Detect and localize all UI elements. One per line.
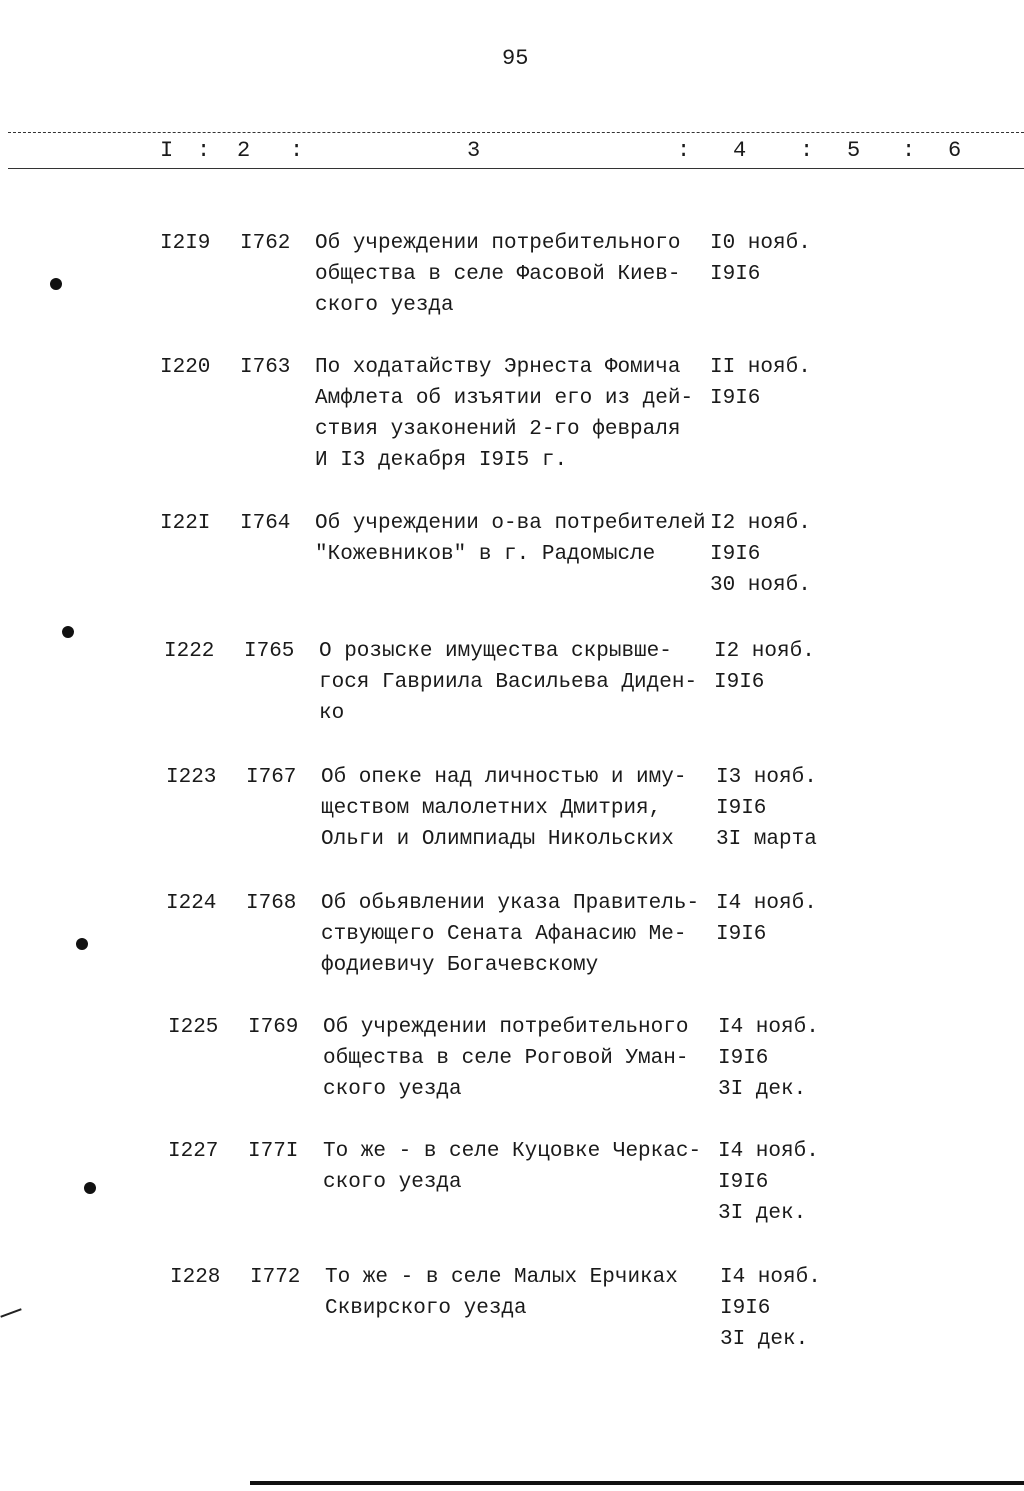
case-title — [321, 888, 699, 981]
punch-hole-mark — [62, 626, 74, 638]
date-line: I9I6 — [718, 1047, 769, 1070]
case-dates — [710, 508, 811, 601]
title-line: То же - в селе Малых Ерчиках — [325, 1266, 678, 1289]
date-line: 3I марта — [716, 828, 817, 851]
column-header-cell: I — [160, 138, 174, 163]
header-rule-top — [8, 132, 1024, 133]
date-line: I9I6 — [716, 797, 767, 820]
record-number: I228 — [170, 1266, 221, 1289]
column-header-cell: 3 — [467, 138, 481, 163]
date-line: I9I6 — [714, 671, 765, 694]
date-line: 3I дек. — [718, 1202, 807, 1225]
column-header-cell: : — [902, 138, 916, 163]
title-line: Об учреждении о-ва потребителей — [315, 512, 706, 535]
date-line: I2 нояб. — [710, 512, 811, 535]
column-header-cell: : — [677, 138, 691, 163]
title-line: Об опеке над личностью и иму- — [321, 766, 687, 789]
case-title — [315, 228, 680, 321]
punch-hole-mark — [84, 1182, 96, 1194]
case-number: I768 — [246, 892, 297, 915]
case-dates — [710, 352, 811, 414]
title-line: Ольги и Олимпиады Никольских — [321, 828, 674, 851]
column-header-cell: 4 — [733, 138, 747, 163]
case-dates — [718, 1012, 819, 1105]
case-dates — [716, 762, 817, 855]
date-line: 3I дек. — [718, 1078, 807, 1101]
bottom-rule — [250, 1481, 1024, 1485]
title-line: То же - в селе Куцовке Черкас- — [323, 1140, 702, 1163]
title-line: гося Гавриила Васильева Диден- — [319, 671, 698, 694]
title-line: ского уезда — [315, 294, 454, 317]
title-line: фодиевичу Богачевскому — [321, 954, 599, 977]
date-line: I9I6 — [710, 543, 761, 566]
date-line: I4 нояб. — [718, 1140, 819, 1163]
date-line: I9I6 — [710, 387, 761, 410]
record-number: I22I — [160, 512, 211, 535]
record-number: I222 — [164, 640, 215, 663]
punch-hole-mark — [76, 938, 88, 950]
case-title — [323, 1012, 688, 1105]
record-number: I220 — [160, 356, 211, 379]
column-header-cell: 6 — [948, 138, 962, 163]
title-line: общества в селе Фасовой Киев- — [315, 263, 681, 286]
case-number: I767 — [246, 766, 297, 789]
date-line: I9I6 — [718, 1171, 769, 1194]
date-line: I4 нояб. — [720, 1266, 821, 1289]
case-title — [319, 636, 697, 729]
record-number: I227 — [168, 1140, 219, 1163]
case-dates — [714, 636, 815, 698]
case-title — [315, 352, 693, 476]
record-number: I2I9 — [160, 232, 211, 255]
case-dates — [718, 1136, 819, 1229]
title-line: О розыске имущества скрывше- — [319, 640, 672, 663]
column-header-cell: 5 — [847, 138, 861, 163]
record-number: I224 — [166, 892, 217, 915]
column-header-cell: 2 — [237, 138, 251, 163]
case-number: I769 — [248, 1016, 299, 1039]
page-number: 95 — [502, 46, 529, 71]
date-line: 3I дек. — [720, 1328, 809, 1351]
date-line: II нояб. — [710, 356, 811, 379]
title-line: ствующего Сената Афанасию Ме- — [321, 923, 687, 946]
date-line: 30 нояб. — [710, 574, 811, 597]
title-line: Об обьявлении указа Правитель- — [321, 892, 700, 915]
title-line: Амфлета об изъятии его из дей- — [315, 387, 694, 410]
column-header-cell: : — [800, 138, 814, 163]
case-number: I764 — [240, 512, 291, 535]
title-line: ствия узаконений 2-го февраля — [315, 418, 681, 441]
case-dates — [716, 888, 817, 950]
title-line: ко — [319, 702, 345, 725]
case-number: I765 — [244, 640, 295, 663]
title-line: ского уезда — [323, 1171, 462, 1194]
header-rule-bottom — [8, 168, 1024, 169]
case-title — [321, 762, 686, 855]
case-title — [325, 1262, 678, 1324]
date-line: I9I6 — [716, 923, 767, 946]
title-line: По ходатайству Эрнеста Фомича — [315, 356, 681, 379]
title-line: ского уезда — [323, 1078, 462, 1101]
title-line: И I3 декабря I9I5 г. — [315, 449, 568, 472]
date-line: I9I6 — [710, 263, 761, 286]
case-title — [315, 508, 706, 570]
date-line: I4 нояб. — [718, 1016, 819, 1039]
title-line: ществом малолетних Дмитрия, — [321, 797, 662, 820]
date-line: I3 нояб. — [716, 766, 817, 789]
title-line: Сквирского уезда — [325, 1297, 527, 1320]
margin-mark — [0, 1308, 21, 1317]
punch-hole-mark — [50, 278, 62, 290]
record-number: I225 — [168, 1016, 219, 1039]
date-line: I0 нояб. — [710, 232, 811, 255]
case-dates — [720, 1262, 821, 1355]
record-number: I223 — [166, 766, 217, 789]
column-header-cell: : — [290, 138, 304, 163]
column-header-cell: : — [197, 138, 211, 163]
case-title — [323, 1136, 701, 1198]
case-number: I762 — [240, 232, 291, 255]
title-line: Об учреждении потребительного — [323, 1016, 689, 1039]
case-dates — [710, 228, 811, 290]
case-number: I77I — [248, 1140, 299, 1163]
date-line: I9I6 — [720, 1297, 771, 1320]
date-line: I4 нояб. — [716, 892, 817, 915]
case-number: I772 — [250, 1266, 301, 1289]
title-line: общества в селе Роговой Уман- — [323, 1047, 689, 1070]
title-line: Об учреждении потребительного — [315, 232, 681, 255]
title-line: "Кожевников" в г. Радомысле — [315, 543, 656, 566]
case-number: I763 — [240, 356, 291, 379]
date-line: I2 нояб. — [714, 640, 815, 663]
